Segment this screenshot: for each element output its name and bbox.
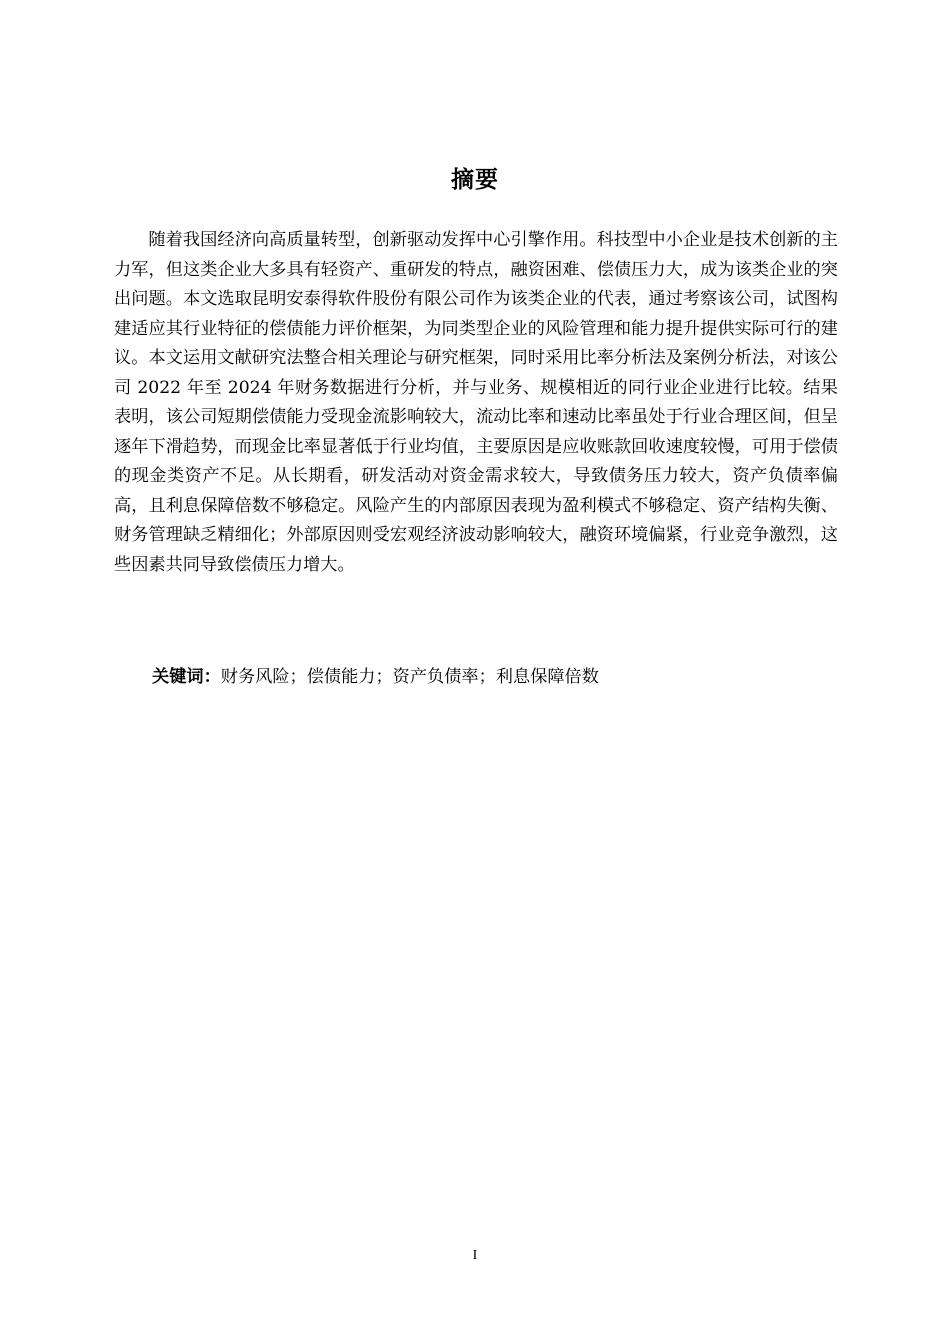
keywords-label: 关键词： [152, 667, 221, 687]
abstract-paragraph: 随着我国经济向高质量转型，创新驱动发挥中心引擎作用。科技型中小企业是技术创新的主力军，但这类企业大多具有轻资产、重研发的特点，融资困难、偿债压力大，成为该类企业的突出问题。本文选取昆明安泰得软件股份有限公司作为该类企业的代表，通过考察该公司，试图构建适应其行业特征的偿债能力评价框架，为同类型企业的风险管理和能力提升提供实际可行的建议。本文运用文献研究法整合相关理论与研究框架，同时采用比率分析法及案例分析法，对该公司 2022 年至 2024 年财务数据进行分析，并与业务、规模相近的同行业企业进行比较。结果表明，该公司短期偿债能力受现金流影响较大，流动比率和速动比率虽处于行业合理区间，但呈逐年下滑趋势，而现金比率显著低于行业均值，主要原因是应收账款回收速度较慢，可用于偿债的现金类资产不足。从长期看，研发活动对资金需求较大，导致债务压力较大，资产负债率偏高，且利息保障倍数不够稳定。风险产生的内部原因表现为盈利模式不够稳定、资产结构失衡、财务管理缺乏精细化；外部原因则受宏观经济波动影响较大，融资环境偏紧，行业竞争激烈，这些因素共同导致偿债压力增大。 [114, 230, 838, 575]
keywords-text: 财务风险；偿债能力；资产负债率；利息保障倍数 [220, 667, 599, 687]
page-number: I [472, 1248, 478, 1263]
keywords-line [152, 663, 852, 693]
page-title: 摘要 [451, 167, 499, 193]
